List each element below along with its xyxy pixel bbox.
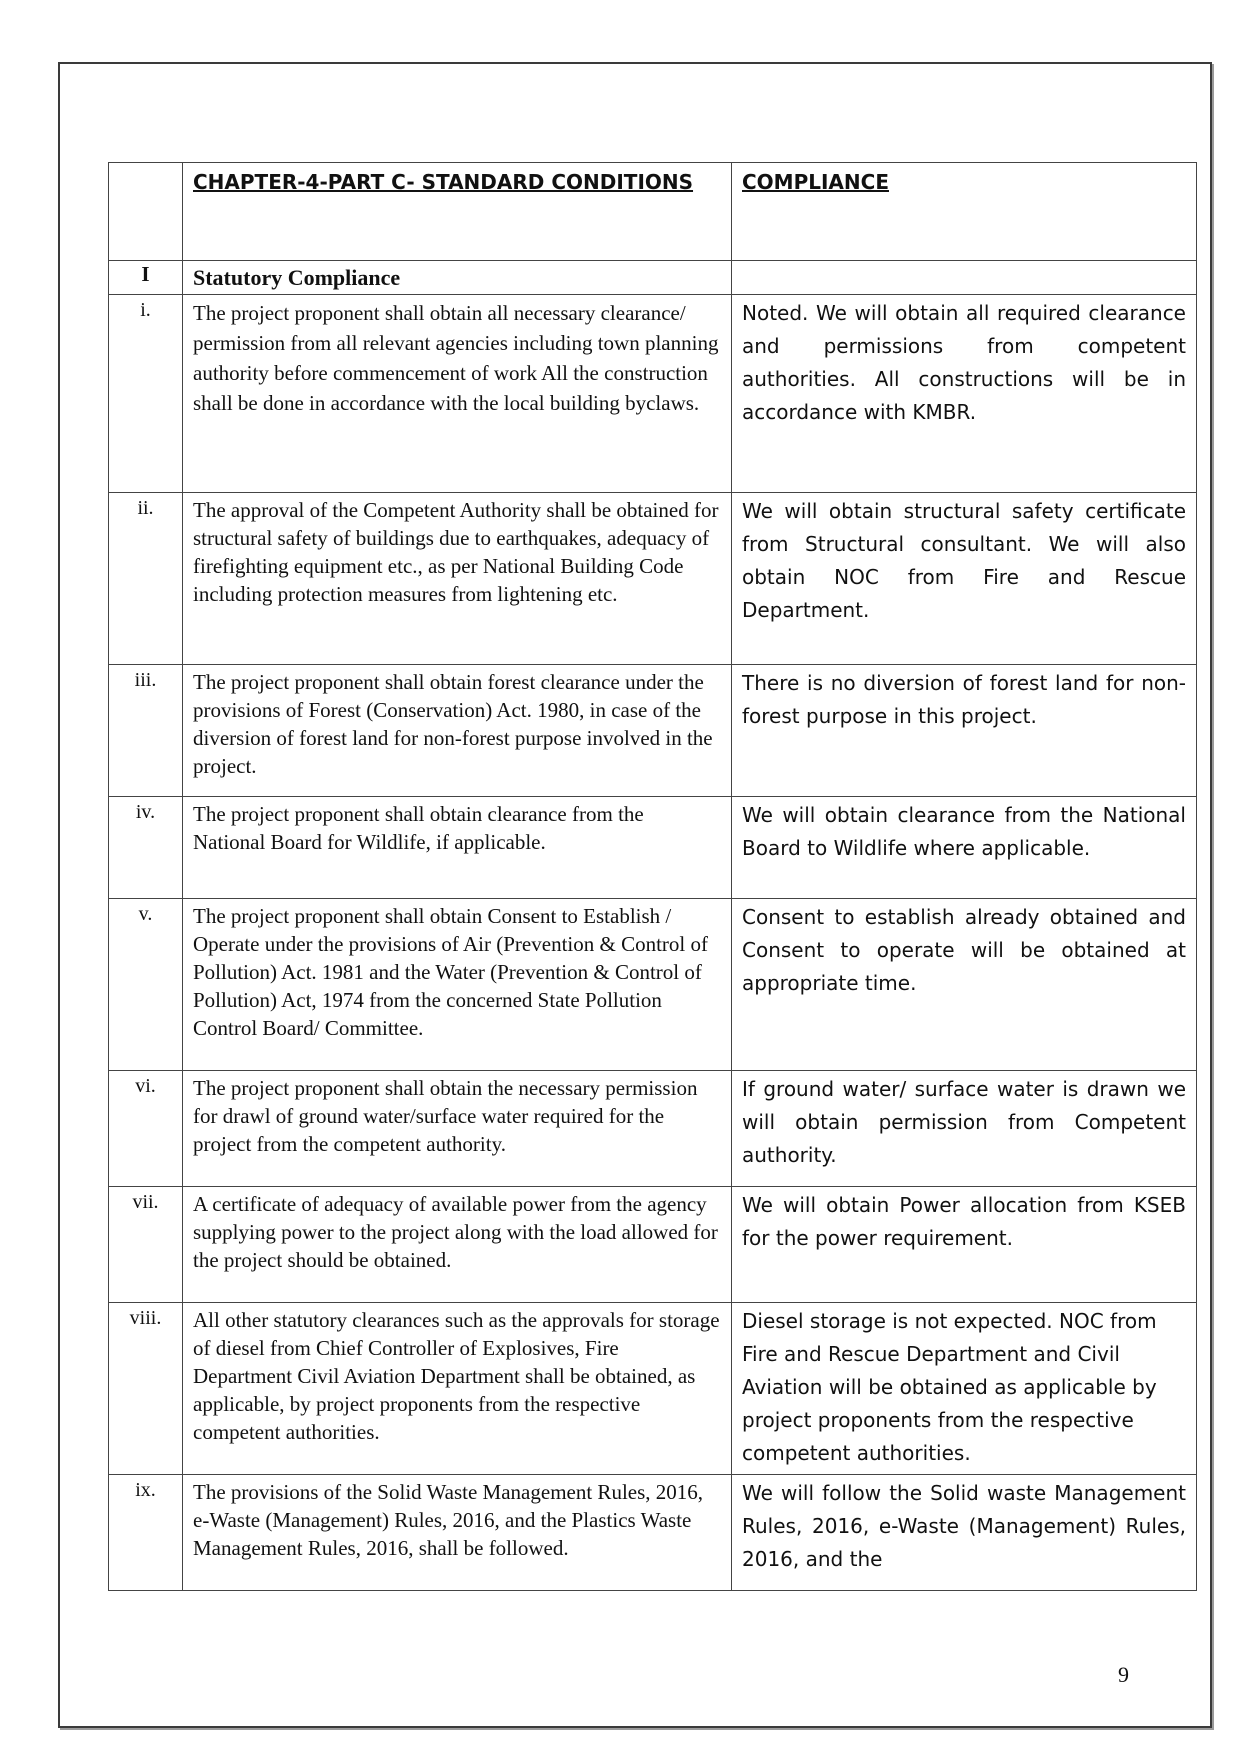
row-number: iv. — [109, 797, 183, 899]
table-row — [109, 1475, 1197, 1591]
table-row — [109, 797, 1197, 899]
compliance-text: Consent to establish already obtained and Consent to operate will be obtained at appropriate time. — [732, 899, 1197, 1071]
condition-text: The project proponent shall obtain the necessary permission for drawl of ground water/surface water required for the project from the competent authority. — [183, 1071, 732, 1187]
section-row — [109, 261, 1197, 295]
table-row — [109, 1071, 1197, 1187]
standard-conditions-table — [108, 162, 1197, 1591]
compliance-text: We will follow the Solid waste Management Rules, 2016, e-Waste (Management) Rules, 2016, and the — [732, 1475, 1197, 1591]
header-num-cell — [109, 163, 183, 261]
condition-text: The provisions of the Solid Waste Management Rules, 2016, e-Waste (Management) Rules, 2016, and the Plastics Waste Management Rules, 2016, shall be followed. — [183, 1475, 732, 1591]
compliance-text: We will obtain clearance from the National Board to Wildlife where applicable. — [732, 797, 1197, 899]
condition-text: The project proponent shall obtain Consent to Establish / Operate under the provisions of Air (Prevention & Control of Pollution) Act. 1981 and the Water (Prevention & Control of Pollution) Act, 1974 from the concerned State Pollution Control Board/ Committee. — [183, 899, 732, 1071]
compliance-text: There is no diversion of forest land for non- forest purpose in this project. — [732, 665, 1197, 797]
row-number: viii. — [109, 1303, 183, 1475]
condition-text: All other statutory clearances such as the approvals for storage of diesel from Chief Controller of Explosives, Fire Department Civil Aviation Department shall be obtained, as applicable, by project proponents from the respective competent authorities. — [183, 1303, 732, 1475]
row-number: ix. — [109, 1475, 183, 1591]
table-row — [109, 899, 1197, 1071]
compliance-text: We will obtain structural safety certificate from Structural consultant. We will also obtain NOC from Fire and Rescue Department. — [732, 493, 1197, 665]
compliance-heading: COMPLIANCE — [732, 163, 1197, 261]
table-row — [109, 665, 1197, 797]
row-number: vii. — [109, 1187, 183, 1303]
condition-text: The project proponent shall obtain clearance from the National Board for Wildlife, if applicable. — [183, 797, 732, 899]
table-row — [109, 1303, 1197, 1475]
page-number: 9 — [1118, 1662, 1129, 1687]
condition-text: The project proponent shall obtain forest clearance under the provisions of Forest (Conservation) Act. 1980, in case of the diversion of forest land for non-forest purpose involved in the project. — [183, 665, 732, 797]
table-row — [109, 1187, 1197, 1303]
table-row — [109, 493, 1197, 665]
compliance-text: We will obtain Power allocation from KSEB for the power requirement. — [732, 1187, 1197, 1303]
section-compliance-cell — [732, 261, 1197, 295]
table-row — [109, 295, 1197, 493]
row-number: v. — [109, 899, 183, 1071]
row-number: ii. — [109, 493, 183, 665]
section-number: I — [109, 261, 183, 295]
table-header-row — [109, 163, 1197, 261]
condition-text: The project proponent shall obtain all necessary clearance/ permission from all relevant agencies including town planning authority before commencement of work All the construction shall be done in accordance with the local building byclaws. — [183, 295, 732, 493]
compliance-text: If ground water/ surface water is drawn we will obtain permission from Competent authority. — [732, 1071, 1197, 1187]
condition-heading: CHAPTER-4-PART C- STANDARD CONDITIONS — [183, 163, 732, 261]
row-number: i. — [109, 295, 183, 493]
condition-text: The approval of the Competent Authority shall be obtained for structural safety of buildings due to earthquakes, adequacy of firefighting equipment etc., as per National Building Code including protection measures from lightening etc. — [183, 493, 732, 665]
condition-text: A certificate of adequacy of available power from the agency supplying power to the project along with the load allowed for the project should be obtained. — [183, 1187, 732, 1303]
section-title: Statutory Compliance — [183, 261, 732, 295]
compliance-text: Diesel storage is not expected. NOC from Fire and Rescue Department and Civil Aviation will be obtained as applicable by project proponents from the respective competent authorities. — [732, 1303, 1197, 1475]
compliance-text: Noted. We will obtain all required clearance and permissions from competent authorities. All constructions will be in accordance with KMBR. — [732, 295, 1197, 493]
row-number: iii. — [109, 665, 183, 797]
row-number: vi. — [109, 1071, 183, 1187]
